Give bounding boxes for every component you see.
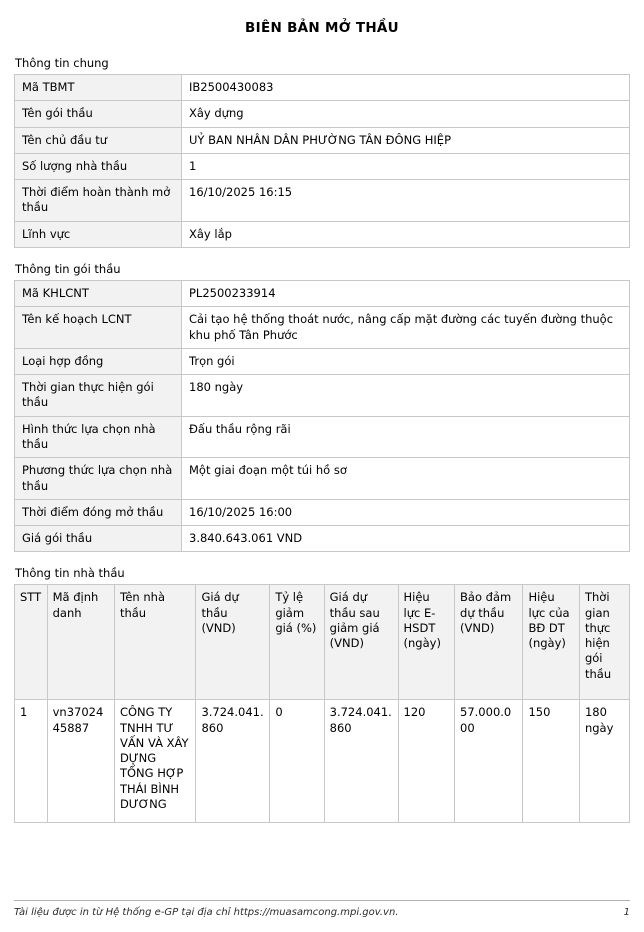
table-row xyxy=(15,75,630,101)
footer-page-number: 1 xyxy=(623,907,630,918)
row-value: Cải tạo hệ thống thoát nước, nâng cấp mặt đường các tuyến đường thuộc khu phố Tân Phước xyxy=(182,307,630,349)
general-info-table xyxy=(14,74,630,248)
row-value: Đấu thầu rộng rãi xyxy=(182,416,630,458)
cell-bid-price: 3.724.041.860 xyxy=(196,700,270,823)
table-row xyxy=(15,127,630,153)
cell-ehsdt-validity: 120 xyxy=(398,700,455,823)
row-key: Thời gian thực hiện gói thầu xyxy=(15,375,182,417)
row-key: Mã TBMT xyxy=(15,75,182,101)
table-row xyxy=(15,458,630,500)
row-key: Giá gói thầu xyxy=(15,526,182,552)
column-header-identifier: Mã định danh xyxy=(47,585,114,700)
table-row xyxy=(15,101,630,127)
section-label-bidders: Thông tin nhà thầu xyxy=(15,566,125,581)
table-row xyxy=(15,180,630,222)
table-row xyxy=(15,499,630,525)
row-key: Tên gói thầu xyxy=(15,101,182,127)
column-header-execution-time: Thời gian thực hiện gói thầu xyxy=(579,585,629,700)
row-value: Xây dựng xyxy=(182,101,630,127)
row-value: IB2500430083 xyxy=(182,75,630,101)
package-info-table xyxy=(14,280,630,552)
table-row xyxy=(15,526,630,552)
row-value: 3.840.643.061 VND xyxy=(182,526,630,552)
column-header-stt: STT xyxy=(15,585,48,700)
row-value: PL2500233914 xyxy=(182,280,630,306)
cell-bid-security-validity: 150 xyxy=(523,700,580,823)
row-key: Hình thức lựa chọn nhà thầu xyxy=(15,416,182,458)
row-value: UỶ BAN NHÂN DÂN PHƯỜNG TÂN ĐÔNG HIỆP xyxy=(182,127,630,153)
row-value: Một giai đoạn một túi hồ sơ xyxy=(182,458,630,500)
table-row xyxy=(15,700,630,823)
row-key: Lĩnh vực xyxy=(15,221,182,247)
footer-note: Tài liệu được in từ Hệ thống e-GP tại địa chỉ https://muasamcong.mpi.gov.vn. xyxy=(14,907,399,918)
table-row xyxy=(15,153,630,179)
table-row xyxy=(15,348,630,374)
section-label-general: Thông tin chung xyxy=(15,56,109,70)
row-key: Tên kế hoạch LCNT xyxy=(15,307,182,349)
column-header-bid-price-after-discount: Giá dự thầu sau giảm giá (VND) xyxy=(324,585,398,700)
column-header-bid-security-validity: Hiệu lực của BĐ DT (ngày) xyxy=(523,585,580,700)
cell-bid-price-after-discount: 3.724.041.860 xyxy=(324,700,398,823)
cell-discount-rate: 0 xyxy=(270,700,324,823)
table-row xyxy=(15,221,630,247)
row-key: Loại hợp đồng xyxy=(15,348,182,374)
cell-identifier: vn3702445887 xyxy=(47,700,114,823)
row-key: Tên chủ đầu tư xyxy=(15,127,182,153)
row-value: 180 ngày xyxy=(182,375,630,417)
row-value: 1 xyxy=(182,153,630,179)
cell-stt: 1 xyxy=(15,700,48,823)
column-header-bid-price: Giá dự thầu (VND) xyxy=(196,585,270,700)
row-key: Số lượng nhà thầu xyxy=(15,153,182,179)
row-value: 16/10/2025 16:15 xyxy=(182,180,630,222)
table-row xyxy=(15,416,630,458)
table-row xyxy=(15,307,630,349)
row-key: Thời điểm đóng mở thầu xyxy=(15,499,182,525)
table-header-row xyxy=(15,585,630,700)
row-value: Trọn gói xyxy=(182,348,630,374)
row-key: Phương thức lựa chọn nhà thầu xyxy=(15,458,182,500)
cell-bid-security: 57.000.000 xyxy=(455,700,523,823)
column-header-discount-rate: Tỷ lệ giảm giá (%) xyxy=(270,585,324,700)
row-value: 16/10/2025 16:00 xyxy=(182,499,630,525)
column-header-ehsdt-validity: Hiệu lực E-HSDT (ngày) xyxy=(398,585,455,700)
row-key: Mã KHLCNT xyxy=(15,280,182,306)
section-label-package: Thông tin gói thầu xyxy=(15,261,121,276)
document-page xyxy=(0,20,644,932)
page-footer xyxy=(14,900,630,918)
table-row xyxy=(15,375,630,417)
cell-bidder-name: CÔNG TY TNHH TƯ VẤN VÀ XÂY DỰNG TỔNG HỢP THÁI BÌNH DƯƠNG xyxy=(114,700,195,823)
column-header-bid-security: Bảo đảm dự thầu (VND) xyxy=(455,585,523,700)
column-header-bidder-name: Tên nhà thầu xyxy=(114,585,195,700)
page-title: BIÊN BẢN MỞ THẦU xyxy=(245,20,399,36)
table-row xyxy=(15,280,630,306)
cell-execution-time: 180 ngày xyxy=(579,700,629,823)
row-key: Thời điểm hoàn thành mở thầu xyxy=(15,180,182,222)
bidders-table xyxy=(14,584,630,823)
row-value: Xây lắp xyxy=(182,221,630,247)
